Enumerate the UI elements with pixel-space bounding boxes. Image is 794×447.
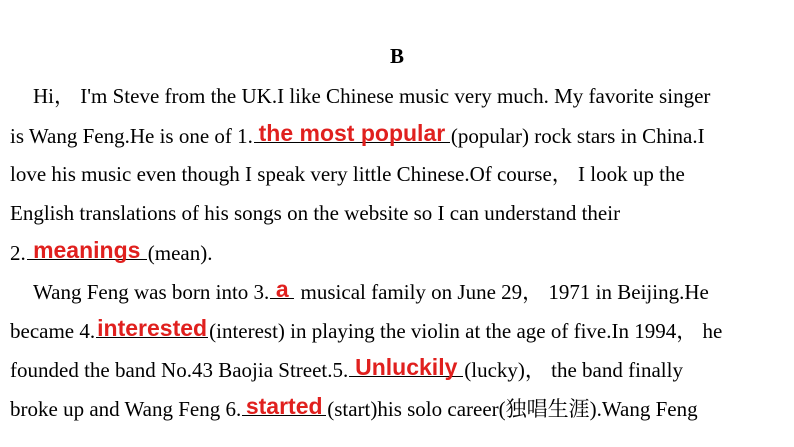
line-text: became 4. [10, 319, 96, 343]
line-text: 2. [10, 241, 26, 265]
answer-text-2: meanings [33, 237, 141, 263]
text-line-2 [10, 121, 705, 150]
line-text: (mean). [147, 241, 213, 265]
answer-blank-2[interactable] [27, 237, 147, 263]
line-text: (popular) rock stars in China.I [450, 124, 705, 148]
line-text: (interest) in playing the violin at the age of five.In 1994， he [209, 319, 723, 343]
answer-blank-3[interactable] [270, 276, 294, 302]
section-heading: B [389, 44, 404, 68]
line-text: love his music even though I speak very little Chinese.Of course， I look up the [10, 162, 685, 186]
line-text: English translations of his songs on the website so I can understand their [10, 201, 621, 225]
answer-blank-5[interactable] [349, 354, 463, 380]
line-text: (lucky)， the band finally [464, 358, 683, 382]
line-text: (start)his solo career(独唱生涯).Wang Feng [327, 397, 698, 421]
text-line-1 [33, 82, 710, 110]
answer-text-1: the most popular [258, 120, 446, 146]
line-text: musical family on June 29， 1971 in Beijing.He [295, 280, 709, 304]
text-line-4 [10, 199, 620, 227]
line-text: Hi， I'm Steve from the UK.I like Chinese music very much. My favorite singer [33, 84, 711, 108]
answer-blank-1[interactable] [254, 120, 450, 146]
text-line-3 [10, 160, 685, 188]
text-line-6 [33, 277, 709, 306]
answer-text-5: Unluckily [355, 354, 458, 380]
text-line-5 [10, 238, 212, 267]
answer-text-3: a [275, 276, 289, 302]
text-line-8 [10, 355, 683, 384]
line-text: is Wang Feng.He is one of 1. [10, 124, 253, 148]
answer-blank-4[interactable] [96, 315, 208, 341]
line-text: Wang Feng was born into 3. [33, 280, 270, 304]
answer-blank-6[interactable] [242, 393, 326, 419]
answer-text-6: started [245, 393, 323, 419]
text-line-7 [10, 316, 722, 345]
answer-text-4: interested [97, 315, 208, 341]
text-line-9 [10, 394, 698, 423]
line-text: broke up and Wang Feng 6. [10, 397, 242, 421]
line-text: founded the band No.43 Baojia Street.5. [10, 358, 349, 382]
